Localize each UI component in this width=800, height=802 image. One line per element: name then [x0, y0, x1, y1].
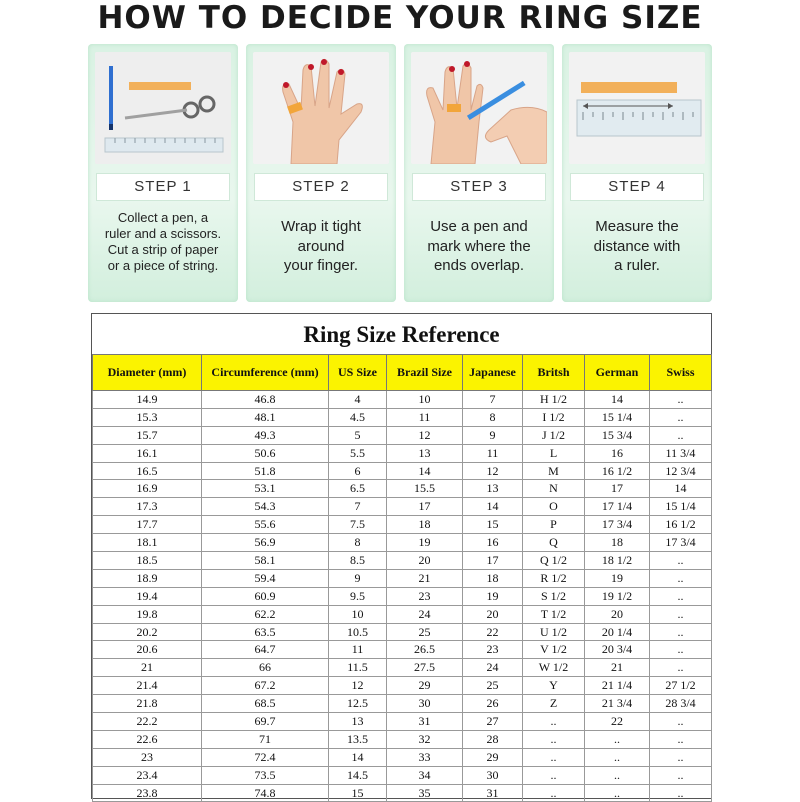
table-cell: .. — [650, 552, 712, 570]
table-cell: 12 — [387, 426, 463, 444]
table-cell: 46.8 — [202, 391, 329, 409]
table-cell: 16 1/2 — [650, 516, 712, 534]
table-cell: 15 — [329, 784, 387, 802]
table-cell: 32 — [387, 730, 463, 748]
table-row — [93, 391, 712, 409]
table-cell: 13 — [387, 444, 463, 462]
table-cell: 11 3/4 — [650, 444, 712, 462]
table-row — [93, 748, 712, 766]
table-cell: Q 1/2 — [523, 552, 585, 570]
table-row — [93, 534, 712, 552]
table-cell: T 1/2 — [523, 605, 585, 623]
table-cell: 26.5 — [387, 641, 463, 659]
table-cell: 27.5 — [387, 659, 463, 677]
table-cell: 15 1/4 — [585, 408, 650, 426]
table-cell: 17.3 — [93, 498, 202, 516]
step-4-photo — [569, 52, 705, 164]
table-cell: 67.2 — [202, 677, 329, 695]
table-row — [93, 695, 712, 713]
step-2-photo — [253, 52, 389, 164]
table-cell: 62.2 — [202, 605, 329, 623]
table-cell: 11 — [329, 641, 387, 659]
table-cell: 15 — [463, 516, 523, 534]
table-cell: 12 3/4 — [650, 462, 712, 480]
table-cell: 15 1/4 — [650, 498, 712, 516]
table-row — [93, 444, 712, 462]
table-cell: 66 — [202, 659, 329, 677]
table-cell: 48.1 — [202, 408, 329, 426]
table-cell: 56.9 — [202, 534, 329, 552]
table-cell: .. — [523, 784, 585, 802]
table-cell: 27 1/2 — [650, 677, 712, 695]
table-cell: 69.7 — [202, 713, 329, 731]
table-cell: 20 — [463, 605, 523, 623]
table-row — [93, 766, 712, 784]
table-cell: 68.5 — [202, 695, 329, 713]
table-cell: 13 — [329, 713, 387, 731]
table-cell: 7 — [329, 498, 387, 516]
table-cell: .. — [585, 766, 650, 784]
step-card-3 — [404, 44, 554, 302]
table-cell: M — [523, 462, 585, 480]
table-cell: 20 3/4 — [585, 641, 650, 659]
hand-marking-pen-icon — [411, 52, 547, 164]
table-cell: 29 — [463, 748, 523, 766]
table-cell: 17 — [387, 498, 463, 516]
table-row — [93, 713, 712, 731]
table-row — [93, 569, 712, 587]
table-cell: 30 — [387, 695, 463, 713]
table-cell: .. — [650, 784, 712, 802]
table-cell: 16 1/2 — [585, 462, 650, 480]
table-cell: 53.1 — [202, 480, 329, 498]
table-cell: 30 — [463, 766, 523, 784]
table-cell: 5 — [329, 426, 387, 444]
table-cell: 11.5 — [329, 659, 387, 677]
table-cell: I 1/2 — [523, 408, 585, 426]
table-cell: 28 3/4 — [650, 695, 712, 713]
table-cell: N — [523, 480, 585, 498]
table-cell: 21 — [387, 569, 463, 587]
table-cell: 20.6 — [93, 641, 202, 659]
table-cell: 71 — [202, 730, 329, 748]
table-cell: 7.5 — [329, 516, 387, 534]
column-header: Britsh — [523, 355, 585, 391]
step-3-description: Use a pen and mark where the ends overlap. — [427, 218, 531, 274]
table-cell: .. — [650, 391, 712, 409]
table-cell: 14 — [585, 391, 650, 409]
table-cell: 17 3/4 — [585, 516, 650, 534]
table-row — [93, 623, 712, 641]
table-cell: 34 — [387, 766, 463, 784]
table-cell: .. — [523, 766, 585, 784]
table-cell: .. — [650, 730, 712, 748]
column-header: Swiss — [650, 355, 712, 391]
table-cell: 18 1/2 — [585, 552, 650, 570]
step-2-description: Wrap it tight around your finger. — [281, 218, 361, 274]
table-cell: 12 — [463, 462, 523, 480]
ring-size-table-panel — [91, 313, 712, 799]
table-cell: .. — [585, 784, 650, 802]
table-cell: .. — [523, 713, 585, 731]
table-cell: 18 — [463, 569, 523, 587]
table-cell: 14 — [463, 498, 523, 516]
table-cell: 17 — [585, 480, 650, 498]
table-cell: 31 — [387, 713, 463, 731]
hand-wrap-icon — [253, 52, 389, 164]
table-cell: 15.3 — [93, 408, 202, 426]
column-header: German — [585, 355, 650, 391]
table-cell: P — [523, 516, 585, 534]
table-cell: 19 1/2 — [585, 587, 650, 605]
table-row — [93, 552, 712, 570]
table-cell: 23.4 — [93, 766, 202, 784]
table-cell: V 1/2 — [523, 641, 585, 659]
table-cell: 8 — [329, 534, 387, 552]
step-card-2 — [246, 44, 396, 302]
table-cell: 8 — [463, 408, 523, 426]
table-row — [93, 516, 712, 534]
table-cell: Q — [523, 534, 585, 552]
table-cell: 15.5 — [387, 480, 463, 498]
table-cell: 21 3/4 — [585, 695, 650, 713]
step-2-label: STEP 2 — [254, 173, 388, 201]
table-cell: 10 — [329, 605, 387, 623]
table-cell: 21 1/4 — [585, 677, 650, 695]
table-cell: 9.5 — [329, 587, 387, 605]
table-cell: 14 — [329, 748, 387, 766]
table-cell: 18.5 — [93, 552, 202, 570]
table-cell: 25 — [463, 677, 523, 695]
table-cell: U 1/2 — [523, 623, 585, 641]
table-row — [93, 605, 712, 623]
table-cell: 6 — [329, 462, 387, 480]
table-cell: 10.5 — [329, 623, 387, 641]
table-row — [93, 730, 712, 748]
table-cell: 21 — [585, 659, 650, 677]
table-cell: O — [523, 498, 585, 516]
table-row — [93, 426, 712, 444]
table-cell: 18.1 — [93, 534, 202, 552]
steps-panel — [88, 44, 714, 302]
table-cell: 16.9 — [93, 480, 202, 498]
table-cell: J 1/2 — [523, 426, 585, 444]
table-cell: 17.7 — [93, 516, 202, 534]
table-cell: Y — [523, 677, 585, 695]
table-cell: 54.3 — [202, 498, 329, 516]
step-1-photo — [95, 52, 231, 164]
table-cell: .. — [650, 659, 712, 677]
table-cell: .. — [523, 730, 585, 748]
table-body — [93, 391, 712, 802]
step-card-4 — [562, 44, 712, 302]
table-cell: 22 — [463, 623, 523, 641]
table-cell: 49.3 — [202, 426, 329, 444]
table-row — [93, 677, 712, 695]
column-header: US Size — [329, 355, 387, 391]
table-cell: 17 — [463, 552, 523, 570]
table-cell: 20 — [387, 552, 463, 570]
table-cell: .. — [650, 766, 712, 784]
table-row — [93, 587, 712, 605]
table-cell: 15.7 — [93, 426, 202, 444]
table-title: Ring Size Reference — [303, 322, 500, 347]
table-cell: 12 — [329, 677, 387, 695]
page-title: HOW TO DECIDE YOUR RING SIZE — [97, 0, 703, 36]
table-row — [93, 462, 712, 480]
table-cell: 10 — [387, 391, 463, 409]
table-cell: 18 — [387, 516, 463, 534]
table-cell: 63.5 — [202, 623, 329, 641]
table-cell: 14 — [387, 462, 463, 480]
column-header: Circumference (mm) — [202, 355, 329, 391]
table-cell: L — [523, 444, 585, 462]
table-cell: 26 — [463, 695, 523, 713]
table-cell: .. — [650, 408, 712, 426]
ruler-measure-icon — [569, 52, 705, 164]
table-cell: 14 — [650, 480, 712, 498]
step-1-label: STEP 1 — [96, 173, 230, 201]
table-cell: .. — [650, 713, 712, 731]
table-cell: 55.6 — [202, 516, 329, 534]
table-cell: 20.2 — [93, 623, 202, 641]
table-cell: 27 — [463, 713, 523, 731]
table-row — [93, 480, 712, 498]
table-cell: W 1/2 — [523, 659, 585, 677]
table-cell: 5.5 — [329, 444, 387, 462]
table-cell: 22 — [585, 713, 650, 731]
table-cell: 58.1 — [202, 552, 329, 570]
table-cell: .. — [650, 748, 712, 766]
table-cell: 19 — [387, 534, 463, 552]
table-cell: .. — [650, 605, 712, 623]
table-cell: 14.9 — [93, 391, 202, 409]
step-3-photo — [411, 52, 547, 164]
table-cell: .. — [585, 748, 650, 766]
table-cell: .. — [650, 569, 712, 587]
table-cell: 18 — [585, 534, 650, 552]
table-cell: 20 1/4 — [585, 623, 650, 641]
table-cell: Z — [523, 695, 585, 713]
table-cell: 24 — [463, 659, 523, 677]
table-cell: 64.7 — [202, 641, 329, 659]
step-1-description: Collect a pen, a ruler and a scissors. Cut a strip of paper or a piece of string. — [104, 210, 222, 273]
table-row — [93, 408, 712, 426]
table-cell: 22.2 — [93, 713, 202, 731]
table-cell: .. — [585, 730, 650, 748]
table-cell: 21.8 — [93, 695, 202, 713]
table-cell: .. — [650, 587, 712, 605]
table-cell: 29 — [387, 677, 463, 695]
table-cell: 8.5 — [329, 552, 387, 570]
table-cell: 9 — [463, 426, 523, 444]
table-cell: 25 — [387, 623, 463, 641]
table-cell: 21 — [93, 659, 202, 677]
table-cell: 19 — [585, 569, 650, 587]
table-cell: .. — [650, 426, 712, 444]
table-cell: 15 3/4 — [585, 426, 650, 444]
table-cell: H 1/2 — [523, 391, 585, 409]
table-cell: 23 — [93, 748, 202, 766]
table-cell: 19.8 — [93, 605, 202, 623]
table-cell: 60.9 — [202, 587, 329, 605]
table-cell: 35 — [387, 784, 463, 802]
table-cell: 19 — [463, 587, 523, 605]
step-card-1 — [88, 44, 238, 302]
table-cell: 31 — [463, 784, 523, 802]
table-cell: 51.8 — [202, 462, 329, 480]
table-cell: 13 — [463, 480, 523, 498]
table-cell: 4 — [329, 391, 387, 409]
table-cell: 12.5 — [329, 695, 387, 713]
table-cell: 16.5 — [93, 462, 202, 480]
table-cell: 14.5 — [329, 766, 387, 784]
table-cell: 4.5 — [329, 408, 387, 426]
table-cell: 72.4 — [202, 748, 329, 766]
column-header: Diameter (mm) — [93, 355, 202, 391]
table-cell: 13.5 — [329, 730, 387, 748]
table-cell: 28 — [463, 730, 523, 748]
table-cell: 9 — [329, 569, 387, 587]
table-cell: 22.6 — [93, 730, 202, 748]
table-cell: 74.8 — [202, 784, 329, 802]
table-cell: 24 — [387, 605, 463, 623]
table-cell: 23.8 — [93, 784, 202, 802]
table-cell: 23 — [387, 587, 463, 605]
table-cell: 59.4 — [202, 569, 329, 587]
ring-size-table — [92, 354, 712, 802]
table-cell: 6.5 — [329, 480, 387, 498]
step-4-label: STEP 4 — [570, 173, 704, 201]
table-row — [93, 641, 712, 659]
step-3-label: STEP 3 — [412, 173, 546, 201]
table-row — [93, 784, 712, 802]
table-cell: 16.1 — [93, 444, 202, 462]
table-cell: 23 — [463, 641, 523, 659]
table-cell: 33 — [387, 748, 463, 766]
table-row — [93, 659, 712, 677]
table-cell: 7 — [463, 391, 523, 409]
table-cell: 17 3/4 — [650, 534, 712, 552]
table-row — [93, 498, 712, 516]
table-cell: S 1/2 — [523, 587, 585, 605]
table-header-row — [93, 355, 712, 391]
table-cell: R 1/2 — [523, 569, 585, 587]
column-header: Brazil Size — [387, 355, 463, 391]
table-cell: .. — [650, 623, 712, 641]
table-cell: 50.6 — [202, 444, 329, 462]
table-cell: 20 — [585, 605, 650, 623]
table-cell: 73.5 — [202, 766, 329, 784]
pen-ruler-scissors-icon — [95, 52, 231, 164]
table-cell: .. — [650, 641, 712, 659]
step-4-description: Measure the distance with a ruler. — [593, 218, 681, 274]
table-cell: 21.4 — [93, 677, 202, 695]
table-cell: 16 — [585, 444, 650, 462]
table-cell: 11 — [463, 444, 523, 462]
column-header: Japanese — [463, 355, 523, 391]
table-cell: 19.4 — [93, 587, 202, 605]
table-cell: 18.9 — [93, 569, 202, 587]
table-cell: .. — [523, 748, 585, 766]
table-cell: 17 1/4 — [585, 498, 650, 516]
table-cell: 11 — [387, 408, 463, 426]
table-cell: 16 — [463, 534, 523, 552]
